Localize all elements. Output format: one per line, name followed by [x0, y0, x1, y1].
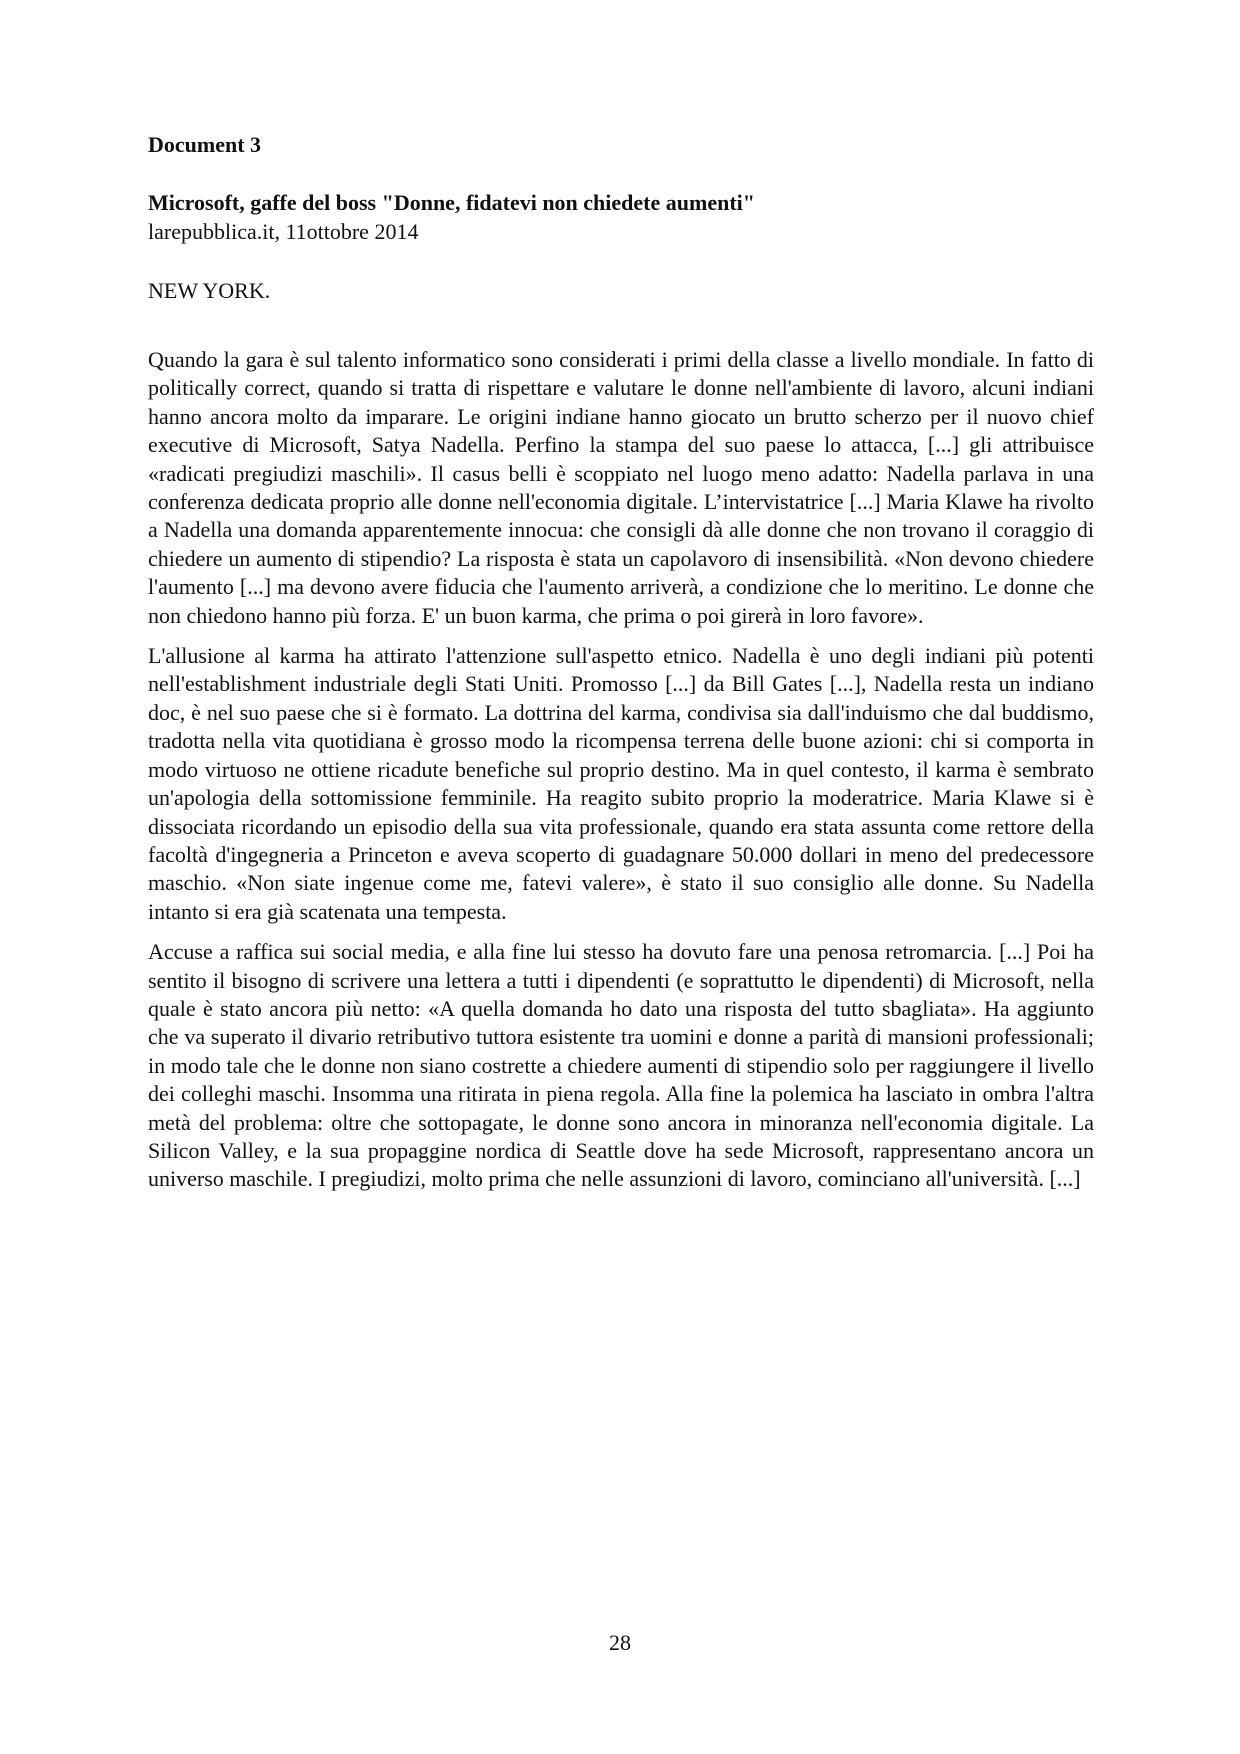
article-headline: Microsoft, gaffe del boss "Donne, fidatevi non chiedete aumenti": [148, 190, 755, 215]
article-paragraph: Quando la gara è sul talento informatico sono considerati i primi della classe a livello mondiale. In fatto di politically correct, quando si tratta di rispettare e valutare le donne nell'ambiente di lavoro, alcuni indiani hanno ancora molto da imparare. Le origini indiane hanno giocato un brutto scherzo per il nuovo chief executive di Microsoft, Satya Nadella. Perfino la stampa del suo paese lo attacca, [...] gli attribuisce «radicati pregiudizi maschili». Il casus belli è scoppiato nel luogo meno adatto: Nadella parlava in una conferenza dedicata proprio alle donne nell'economia digitale. L’intervistatrice [...] Maria Klawe ha rivolto a Nadella una domanda apparentemente innocua: che consigli dà alle donne che non trovano il coraggio di chiedere un aumento di stipendio? La risposta è stata un capolavoro di insensibilità. «Non devono chiedere l'aumento [...] ma devono avere fiducia che l'aumento arriverà, a condizione che lo meritino. Le donne che non chiedono hanno più forza. E' un buon karma, che prima o poi girerà in loro favore».: [148, 347, 1094, 628]
article-paragraph: L'allusione al karma ha attirato l'attenzione sull'aspetto etnico. Nadella è uno degli indiani più potenti nell'establishment industriale degli Stati Uniti. Promosso [...] da Bill Gates [...], Nadella resta un indiano doc, è nel suo paese che si è formato. La dottrina del karma, condivisa sia dall'induismo che dal buddismo, tradotta nella vita quotidiana è grosso modo la ricompensa terrena delle buone azioni: chi si comporta in modo virtuoso ne ottiene ricadute benefiche sul proprio destino. Ma in quel contesto, il karma è sembrato un'apologia della sottomissione femminile. Ha reagito subito proprio la moderatrice. Maria Klawe si è dissociata ricordando un episodio della sua vita professionale, quando era stata assunta come rettore della facoltà d'ingegneria a Princeton e aveva scoperto di guadagnare 50.000 dollari in meno del predecessore maschio. «Non siate ingenue come me, fatevi valere», è stato il suo consiglio alle donne. Su Nadella intanto si era già scatenata una tempesta.: [148, 643, 1094, 924]
article-body: [148, 346, 1094, 1206]
article-dateline: NEW YORK.: [148, 278, 271, 303]
document-label: Document 3: [148, 132, 262, 157]
page-number: 28: [609, 1630, 631, 1655]
article-paragraph: Accuse a raffica sui social media, e alla fine lui stesso ha dovuto fare una penosa retromarcia. [...] Poi ha sentito il bisogno di scrivere una lettera a tutti i dipendenti (e soprattutto le dipendenti) di Microsoft, nella quale è stato ancora più netto: «A quella domanda ho dato una risposta del tutto sbagliata». Ha aggiunto che va superato il divario retributivo tuttora esistente tra uomini e donne a parità di mansioni professionali; in modo tale che le donne non siano costrette a chiedere aumenti di stipendio solo per raggiungere il livello dei colleghi maschi. Insomma una ritirata in piena regola. Alla fine la polemica ha lasciato in ombra l'altra metà del problema: oltre che sottopagate, le donne sono ancora in minoranza nell'economia digitale. La Silicon Valley, e la sua propaggine nordica di Seattle dove ha sede Microsoft, rappresentano ancora un universo maschile. I pregiudizi, molto prima che nelle assunzioni di lavoro, cominciano all'università. [...]: [148, 939, 1094, 1192]
article-source: larepubblica.it, 11ottobre 2014: [148, 219, 419, 244]
